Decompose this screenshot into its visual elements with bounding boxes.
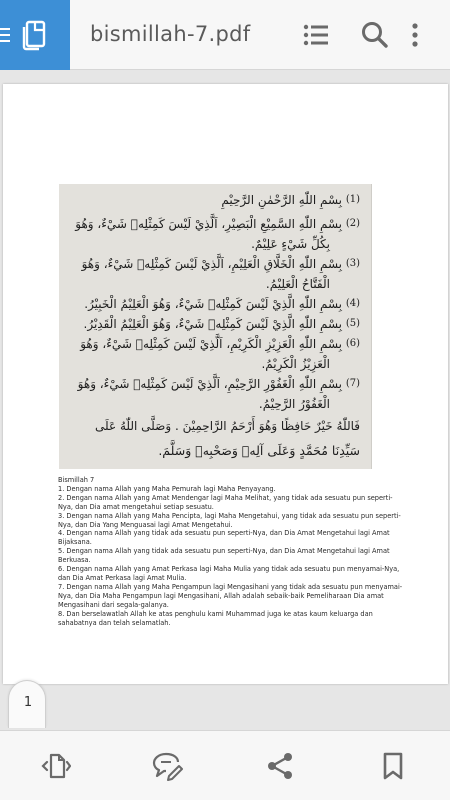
verse-number: (7) — [345, 378, 360, 389]
arabic-line — [59, 416, 372, 438]
arabic-text: بِسْمِ اللّٰهِ السَّمِيْعِ الْبَصِيْرِ، اَلَّذِيْ لَيْسَ كَمِثْلِهٖ شَيْءٌ، وَهُوَ — [75, 217, 342, 231]
page-navigate-button[interactable] — [41, 751, 71, 781]
menu-icon — [0, 28, 10, 42]
arabic-line — [59, 234, 372, 256]
bottom-toolbar — [0, 730, 450, 800]
arabic-line — [59, 314, 372, 336]
verse-number: (3) — [345, 258, 360, 269]
bookmark-button[interactable] — [380, 751, 410, 781]
arabic-text: سَيِّدِنَا مُحَمَّدٍ وَعَلَى آلِهٖ وَصَحْبِهٖ وَسَلَّمَ. — [158, 443, 360, 458]
page-navigate-icon — [41, 751, 71, 781]
verse-number: (5) — [345, 318, 360, 329]
arabic-line — [59, 214, 372, 236]
translation-item: 3. Dengan nama Allah yang Maha Pencipta, lagi Maha Mengetahui, yang tidak ada sesuatu pun seperti-Nya, dan Dia Yang Menguasai lagi Amat Mengetahui. — [58, 511, 401, 529]
document-icon — [20, 19, 48, 51]
arabic-line — [59, 190, 372, 212]
comment-button[interactable] — [152, 751, 182, 781]
arabic-text: بِسْمِ اللّٰهِ الْخَلَّاقِ الْعَلِيْمِ، اَلَّذِيْ لَيْسَ كَمِثْلِهٖ شَيْءٌ، وَهُوَ — [81, 257, 342, 271]
translation-item: 1. Dengan nama Allah yang Maha Pemurah lagi Maha Penyayang. — [58, 484, 276, 493]
verse-number: (6) — [345, 338, 360, 349]
page-number-indicator[interactable] — [8, 680, 46, 728]
document-title: bismillah-7.pdf — [90, 22, 251, 46]
translation-heading: Bismillah 7 — [58, 476, 95, 484]
arabic-text: فَاللّٰهُ خَيْرٌ حَافِظًا وَهُوَ أَرْحَمُ الرَّاحِمِيْنَ . وَصَلَّى اللّٰهُ عَلَى — [95, 419, 360, 433]
app-bar — [0, 0, 450, 70]
arabic-line — [59, 374, 372, 396]
arabic-text: بِسْمِ اللّٰهِ الْعَزِيْزِ الْكَرِيْمِ، اَلَّذِيْ لَيْسَ كَمِثْلِهٖ شَيْءٌ، وَهُوَ — [80, 337, 342, 351]
arabic-text: بِسْمِ اللّٰهِ الرَّحْمٰنِ الرَّحِيْمِ — [221, 193, 342, 207]
share-icon — [265, 751, 295, 781]
arabic-line — [59, 294, 372, 316]
verse-number: (1) — [345, 194, 360, 205]
bookmark-icon — [380, 751, 406, 781]
more-options-button[interactable] — [405, 20, 425, 50]
verse-number: (4) — [345, 298, 360, 309]
pdf-viewer[interactable] — [0, 71, 450, 730]
comment-icon — [152, 751, 184, 781]
translation-item: 6. Dengan nama Allah yang Amat Perkasa lagi Maha Mulia yang tidak ada sesuatu pun menyamai-Nya, dan Dia Amat Perkasa lagi Amat Mulia. — [58, 565, 400, 582]
search-icon — [360, 20, 390, 50]
more-vert-icon — [405, 20, 425, 50]
arabic-text: الْفَتَّاحُ الْعَلِيْمُ. — [265, 277, 330, 291]
drawer-toggle-button[interactable] — [0, 0, 70, 70]
outline-list-icon — [302, 20, 330, 50]
page-number: 1 — [23, 695, 33, 710]
translation-item: 5. Dengan nama Allah yang tidak ada sesuatu pun seperti-Nya, dan Dia Amat Mengetahui lagi Amat Berkuasa. — [58, 547, 390, 565]
arabic-text: بِسْمِ اللّٰهِ الَّذِيْ لَيْسَ كَمِثْلِهٖ شَيْءٌ، وَهُوَ الْعَلِيْمُ الْقَدِيْرُ. — [83, 317, 342, 331]
translation-text — [58, 476, 403, 627]
arabic-text: بِكُلِّ شَيْءٍ عَلِيْمٌ. — [251, 237, 330, 251]
translation-item: 4. Dengan nama Allah yang tidak ada sesuatu pun seperti-Nya, dan Dia Amat Mengetahui lagi Amat Bijaksana. — [58, 529, 390, 547]
arabic-line — [59, 274, 372, 296]
arabic-line — [59, 394, 372, 416]
verse-number: (2) — [345, 218, 360, 229]
translation-item: 8. Dan berselawatlah Allah ke atas penghulu kami Muhammad juga ke atas kaum keluarga dan sahabatnya dan telah selamatlah. — [58, 609, 373, 627]
translation-item: 7. Dengan nama Allah yang Maha Pengampun lagi Mengasihani yang tidak ada sesuatu pun menyamai-Nya, dan Dia Maha Pengampun lagi Mengasihani, Allah adalah sebaik-baik Pemeliharaan Dia amat Mengasihani dari segala-galanya. — [58, 582, 403, 609]
share-button[interactable] — [265, 751, 295, 781]
arabic-text: بِسْمِ اللّٰهِ الَّذِيْ لَيْسَ كَمِثْلِهٖ شَيْءٌ، وَهُوَ الْعَلِيْمُ الْخَبِيْرُ. — [84, 297, 342, 311]
arabic-text: الْغَفُوْرُ الرَّحِيْمُ. — [258, 397, 330, 411]
arabic-line — [59, 354, 372, 376]
pdf-page[interactable] — [3, 84, 448, 684]
translation-item: 2. Dengan nama Allah yang Amat Mendengar lagi Maha Melihat, yang tidak ada sesuatu pun seperti-Nya, dan Dia amat mengetahui setiap sesuatu. — [58, 493, 393, 511]
search-button[interactable] — [360, 20, 390, 50]
arabic-text: الْعَزِيْزُ الْكَرِيْمُ. — [261, 357, 330, 371]
arabic-text: بِسْمِ اللّٰهِ الْغَفُوْرِ الرَّحِيْمِ، اَلَّذِيْ لَيْسَ كَمِثْلِهٖ شَيْءٌ، وَهُوَ — [77, 377, 342, 391]
arabic-line — [59, 334, 372, 356]
scanned-arabic-text — [59, 184, 372, 469]
arabic-line — [59, 254, 372, 276]
arabic-line — [59, 440, 372, 462]
outline-list-button[interactable] — [302, 20, 332, 50]
